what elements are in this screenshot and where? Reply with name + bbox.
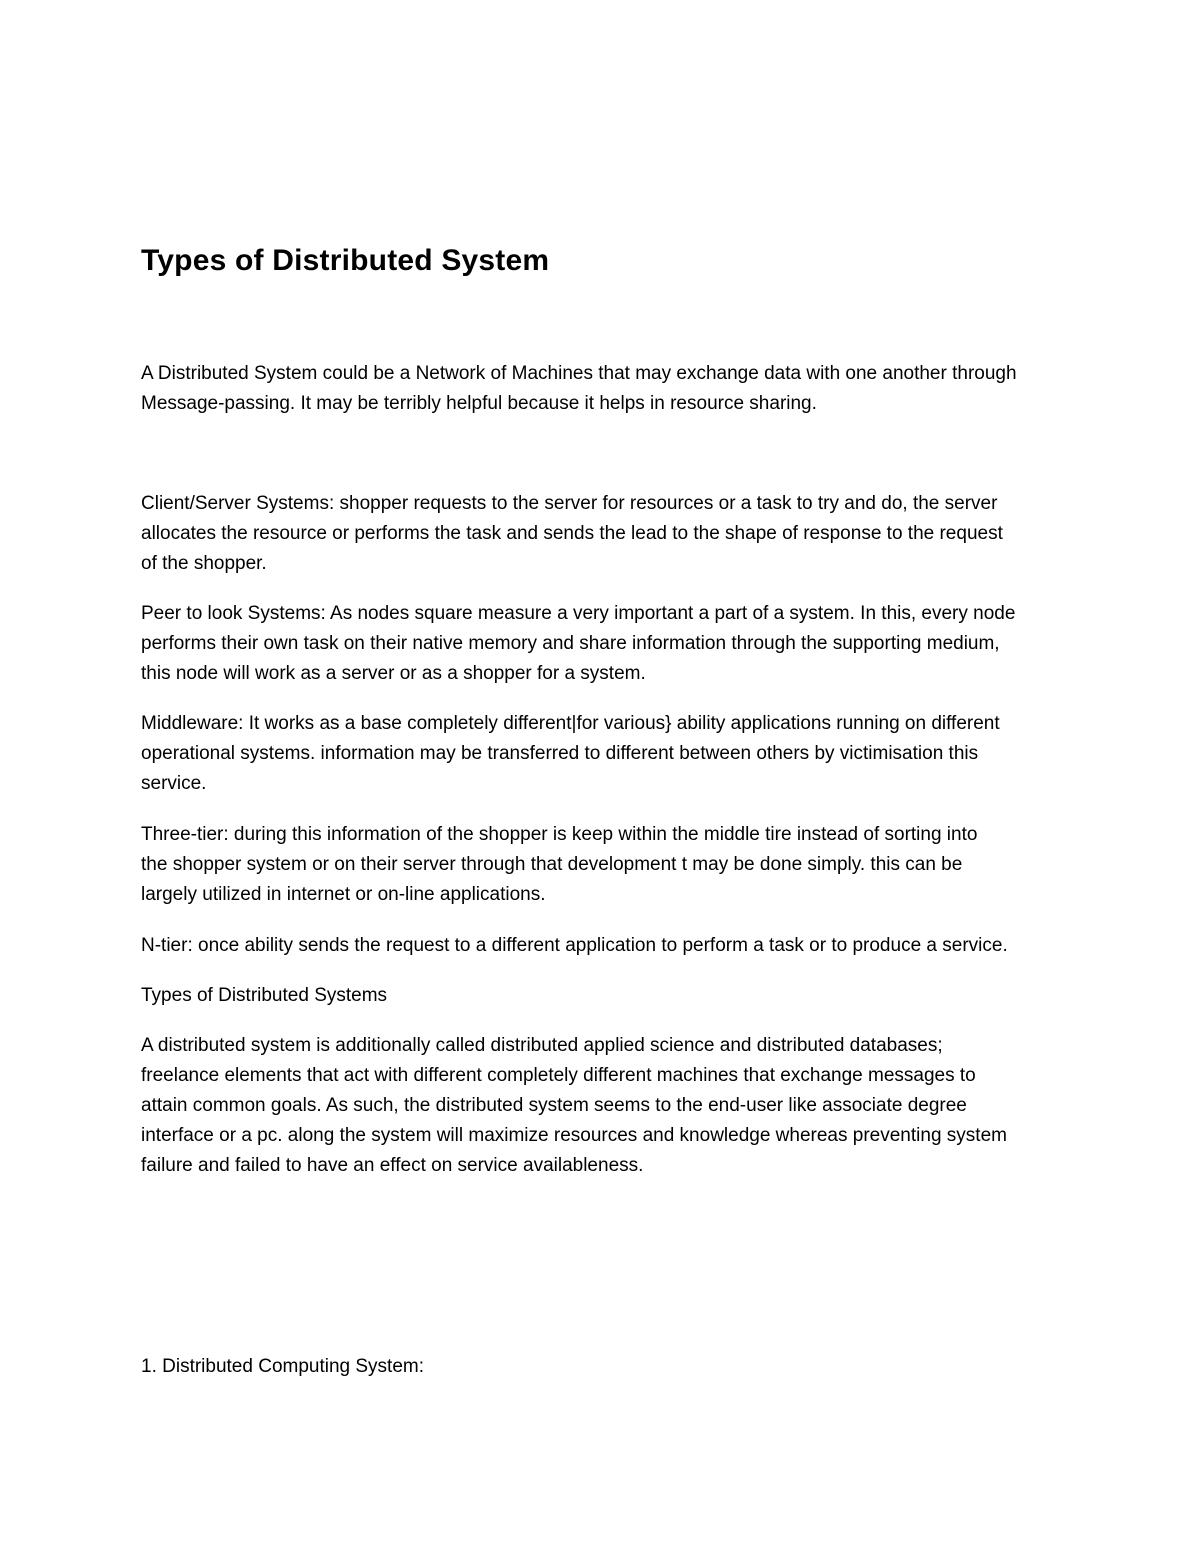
- description-line: freelance elements that act with different completely different machines that exchange messages to: [141, 1065, 976, 1086]
- intro-line: Message-passing. It may be terribly helpful because it helps in resource sharing.: [141, 393, 817, 414]
- three-tier-line: the shopper system or on their server through that development t may be done simply. this can be: [141, 854, 963, 875]
- peer-to-peer-line: this node will work as a server or as a shopper for a system.: [141, 663, 646, 684]
- middleware-paragraph: [141, 709, 1081, 799]
- client-server-line: Client/Server Systems: shopper requests to the server for resources or a task to try and do, the server: [141, 493, 998, 514]
- intro-line: A Distributed System could be a Network of Machines that may exchange data with one another through: [141, 363, 1017, 384]
- list-item-1-line: 1. Distributed Computing System:: [141, 1356, 425, 1377]
- client-server-paragraph: [141, 489, 1081, 579]
- description-paragraph: [141, 1031, 1081, 1181]
- three-tier-line: Three-tier: during this information of the shopper is keep within the middle tire instead of sorting into: [141, 824, 978, 845]
- client-server-line: allocates the resource or performs the task and sends the lead to the shape of response to the request: [141, 523, 1003, 544]
- peer-to-peer-line: performs their own task on their native memory and share information through the supporting medium,: [141, 633, 1000, 654]
- types-heading-paragraph: [141, 981, 1081, 1011]
- peer-to-peer-paragraph: [141, 599, 1081, 689]
- list-item-1-paragraph: [141, 1352, 1081, 1382]
- n-tier-line: N-tier: once ability sends the request to a different application to perform a task or to produce a service.: [141, 935, 1008, 956]
- client-server-line: of the shopper.: [141, 553, 267, 574]
- middleware-line: operational systems. information may be transferred to different between others by victimisation this: [141, 743, 979, 764]
- description-line: A distributed system is additionally called distributed applied science and distributed databases;: [141, 1035, 943, 1056]
- three-tier-paragraph: [141, 820, 1081, 910]
- peer-to-peer-line: Peer to look Systems: As nodes square measure a very important a part of a system. In this, every node: [141, 603, 1016, 624]
- middleware-line: Middleware: It works as a base completely different|for various} ability applications running on different: [141, 713, 1000, 734]
- intro-paragraph: [141, 359, 1081, 419]
- document-title: Types of Distributed System: [141, 244, 550, 277]
- middleware-line: service.: [141, 773, 207, 794]
- n-tier-paragraph: [141, 931, 1081, 961]
- three-tier-line: largely utilized in internet or on-line applications.: [141, 884, 546, 905]
- types-heading-line: Types of Distributed Systems: [141, 985, 388, 1006]
- description-line: interface or a pc. along the system will maximize resources and knowledge whereas preventing system: [141, 1125, 1007, 1146]
- description-line: failure and failed to have an effect on service availableness.: [141, 1155, 644, 1176]
- description-line: attain common goals. As such, the distributed system seems to the end-user like associate degree: [141, 1095, 967, 1116]
